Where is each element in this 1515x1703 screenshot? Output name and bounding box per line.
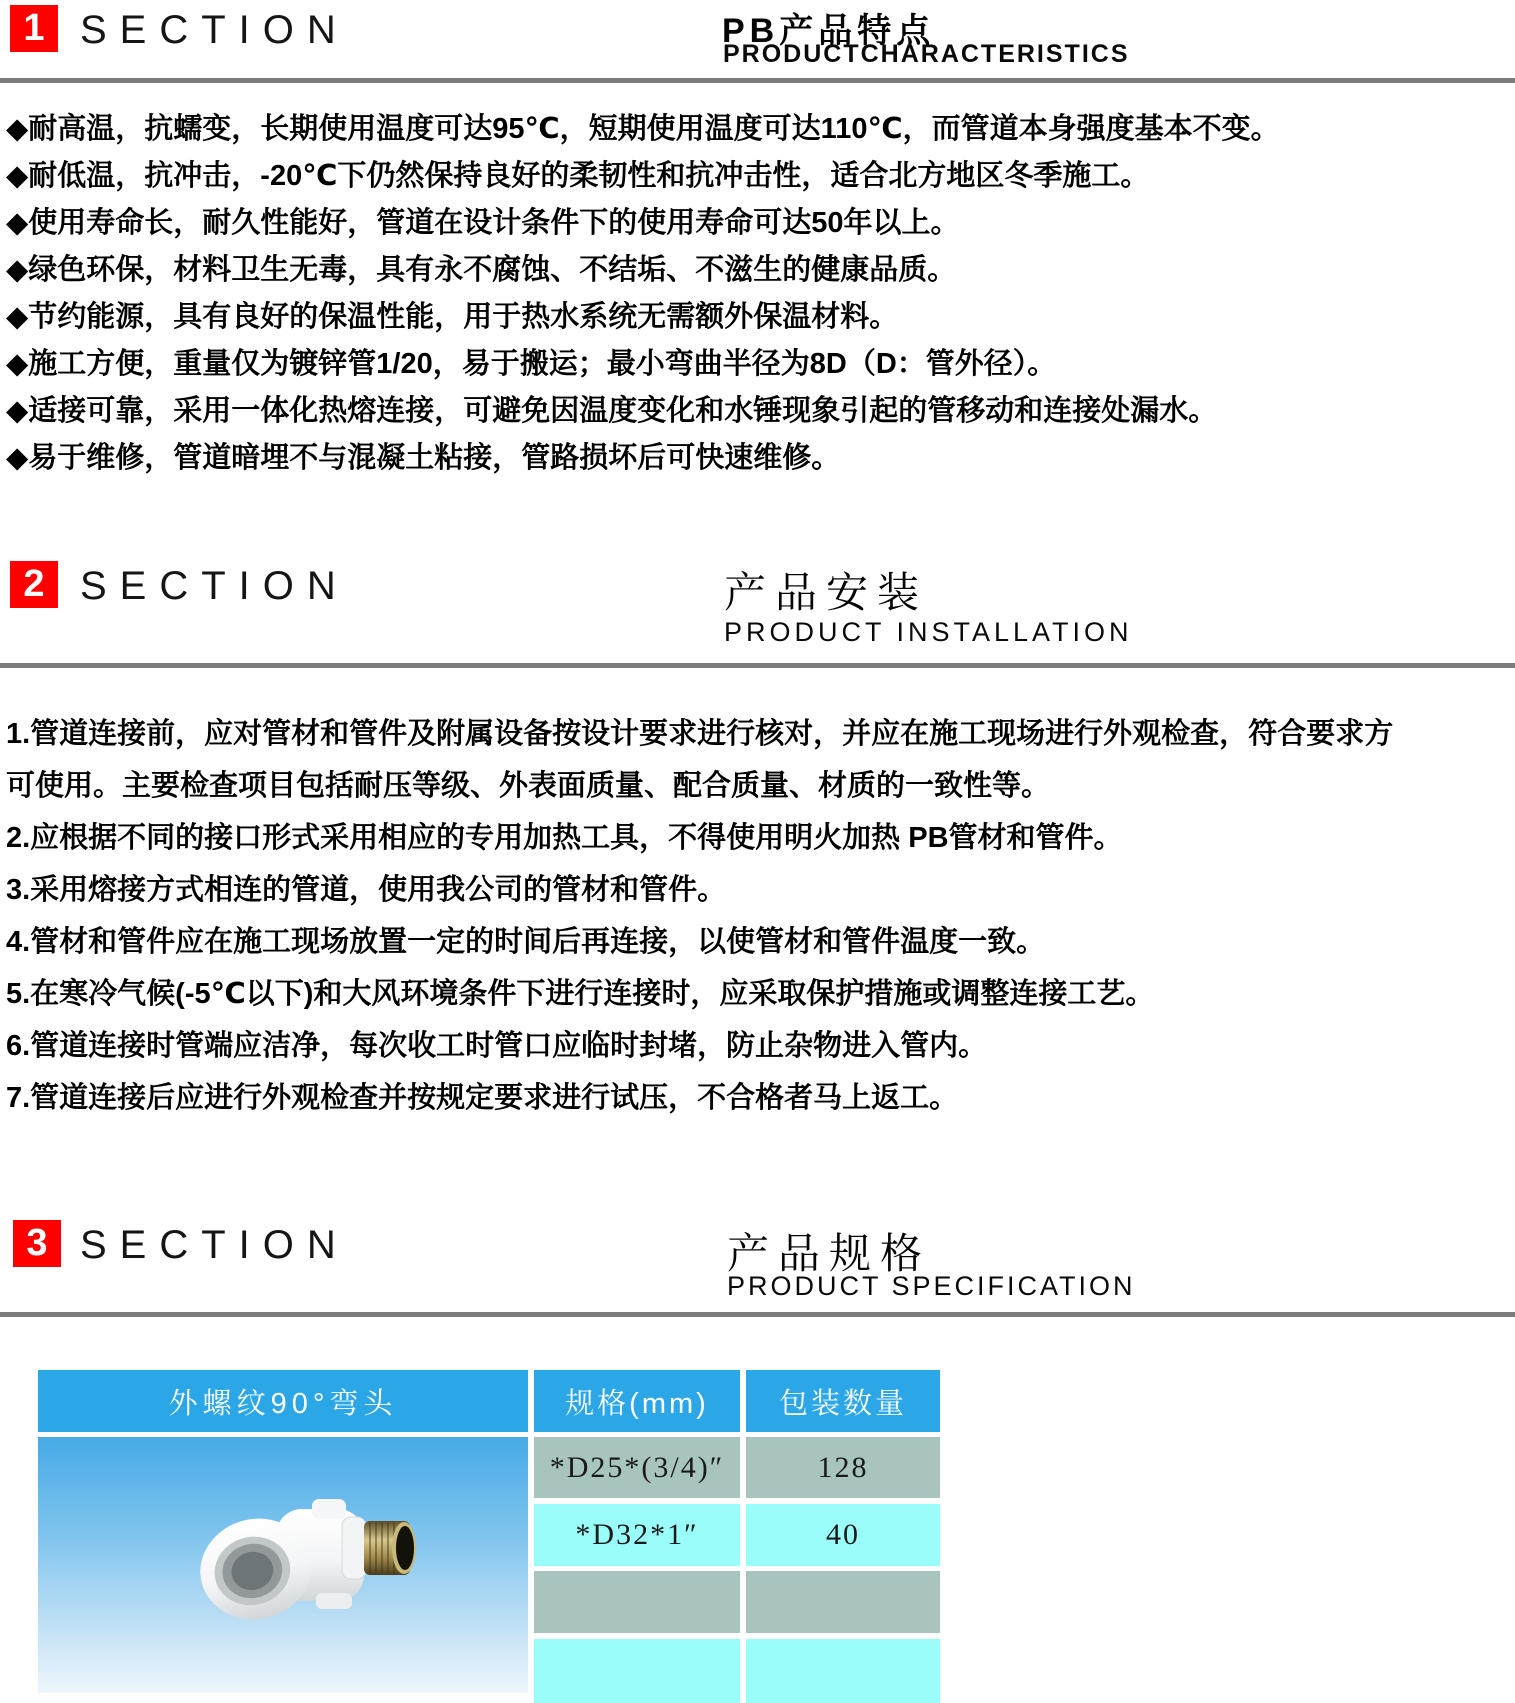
feature-bullet: ◆节约能源，具有良好的保温性能，用于热水系统无需额外保温材料。 <box>6 301 899 333</box>
section-2-title-en: PRODUCT INSTALLATION <box>724 617 1133 647</box>
qty-column-header: 包装数量 <box>746 1370 940 1432</box>
section-1-title-en: PRODUCTCHARACTERISTICS <box>723 40 1130 68</box>
section-3-number-badge: 3 <box>13 1220 61 1267</box>
installation-step: 5.在寒冷气候(-5℃以下)和大风环境条件下进行连接时，应采取保护措施或调整连接工艺。 <box>6 978 1155 1010</box>
installation-step: 6.管道连接时管端应洁净，每次收工时管口应临时封堵，防止杂物进入管内。 <box>6 1030 988 1062</box>
feature-bullet: ◆易于维修，管道暗埋不与混凝土粘接，管路损坏后可快速维修。 <box>6 442 841 474</box>
section-2-divider <box>0 663 1515 668</box>
feature-bullet: ◆耐低温，抗冲击，-20℃下仍然保持良好的柔韧性和抗冲击性，适合北方地区冬季施工。 <box>6 160 1150 192</box>
section-2-label: SECTION <box>80 564 349 608</box>
spec-value-row3 <box>534 1571 740 1633</box>
section-3-title-cn: 产品规格 <box>727 1230 932 1277</box>
product-photo-cell <box>38 1437 528 1693</box>
section-3-title-en: PRODUCT SPECIFICATION <box>727 1271 1136 1301</box>
installation-step: 7.管道连接后应进行外观检查并按规定要求进行试压，不合格者马上返工。 <box>6 1082 959 1114</box>
section-3-label: SECTION <box>80 1223 349 1267</box>
spec-column-header: 规格(mm) <box>534 1370 740 1432</box>
qty-value-row2: 40 <box>746 1504 940 1566</box>
spec-value-row4 <box>534 1639 740 1703</box>
qty-value-row3 <box>746 1571 940 1633</box>
section-1-title-cn: PB产品特点 <box>722 12 936 50</box>
installation-step: 2.应根据不同的接口形式采用相应的专用加热工具，不得使用明火加热 PB管材和管件。 <box>6 822 1123 854</box>
feature-bullet: ◆使用寿命长，耐久性能好，管道在设计条件下的使用寿命可达50年以上。 <box>6 207 960 239</box>
installation-step: 4.管材和管件应在施工现场放置一定的时间后再连接，以使管材和管件温度一致。 <box>6 926 1046 958</box>
section-2-number-badge: 2 <box>10 561 58 608</box>
feature-bullet: ◆耐高温，抗蠕变，长期使用温度可达95℃，短期使用温度可达110℃，而管道本身强度基本不变。 <box>6 113 1280 145</box>
feature-bullet: ◆适接可靠，采用一体化热熔连接，可避免因温度变化和水锤现象引起的管移动和连接处漏水。 <box>6 395 1218 427</box>
feature-bullet-list <box>6 106 1436 482</box>
spec-value-row1: *D25*(3/4)″ <box>534 1437 740 1498</box>
spec-value-row2: *D32*1″ <box>534 1504 740 1566</box>
section-3-divider <box>0 1312 1515 1317</box>
section-1-divider <box>0 78 1515 83</box>
product-title-header-cell: 外螺纹90°弯头 <box>38 1370 528 1432</box>
feature-bullet: ◆绿色环保，材料卫生无毒，具有永不腐蚀、不结垢、不滋生的健康品质。 <box>6 254 957 286</box>
feature-bullet: ◆施工方便，重量仅为镀锌管1/20，易于搬运；最小弯曲半径为8D（D：管外径）。 <box>6 348 1057 380</box>
elbow-fitting-photo <box>194 1477 419 1622</box>
section-1-number-badge: 1 <box>10 5 58 52</box>
section-1-label: SECTION <box>80 8 349 52</box>
installation-step: 1.管道连接前，应对管材和管件及附属设备按设计要求进行核对，并应在施工现场进行外观检查，符合要求方可使用。主要检查项目包括耐压等级、外表面质量、配合质量、材质的一致性等。 <box>6 718 1394 802</box>
section-2-title-cn: 产品安装 <box>724 569 929 616</box>
qty-value-row4 <box>746 1639 940 1703</box>
installation-step: 3.采用熔接方式相连的管道，使用我公司的管材和管件。 <box>6 874 727 906</box>
qty-value-row1: 128 <box>746 1437 940 1498</box>
installation-step-list <box>6 708 1418 1124</box>
